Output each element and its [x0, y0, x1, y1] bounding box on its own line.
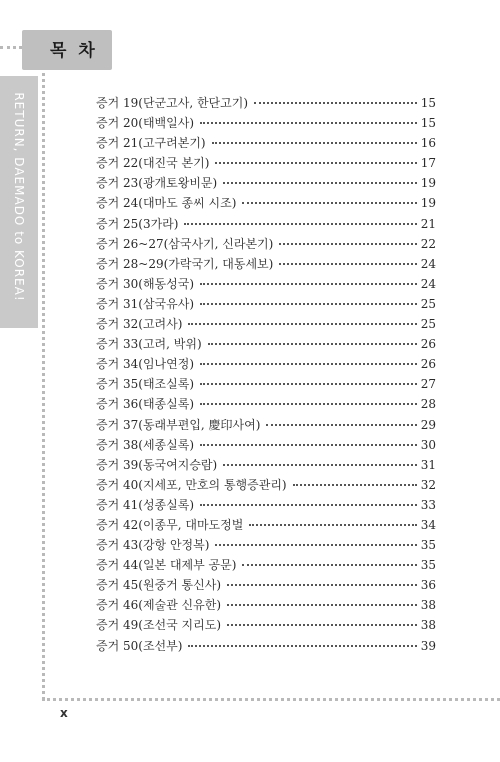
toc-entry-page: 38 [420, 618, 436, 633]
toc-entry-page: 26 [420, 357, 436, 372]
toc-entry [96, 536, 436, 556]
toc-entry [96, 355, 436, 375]
toc-entry-title: 증거 39(동국여지승람) [96, 457, 218, 472]
toc-entry-title: 증거 30(해동성국) [96, 276, 194, 291]
toc-entry [96, 295, 436, 315]
toc-entry-title: 증거 36(태종실록) [96, 397, 194, 412]
toc-dot-leader [200, 363, 417, 365]
toc-entry-page: 26 [420, 337, 436, 352]
toc-entry-page: 35 [420, 558, 436, 573]
toc-entry [96, 194, 436, 214]
toc-entry-title: 증거 45(원중거 통신사) [96, 578, 221, 593]
toc-dot-leader [223, 182, 417, 184]
toc-entry [96, 275, 436, 295]
toc-entry-title: 증거 40(지세포, 만호의 통행증관리) [96, 477, 287, 492]
toc-entry [96, 255, 436, 275]
toc-entry-title: 증거 19(단군고사, 한단고기) [96, 96, 248, 110]
toc-entry-page: 22 [420, 236, 436, 251]
toc-entry-title: 증거 32(고려사) [96, 317, 183, 332]
toc-entry-title: 증거 20(태백일사) [96, 116, 194, 131]
toc-entry-page: 24 [420, 256, 436, 271]
toc-entry-title: 증거 28~29(가락국기, 대동세보) [96, 256, 274, 271]
toc-dot-leader [188, 323, 416, 325]
toc-entry [96, 134, 436, 154]
toc-entry-page: 25 [420, 317, 436, 332]
toc-entry-title: 증거 49(조선국 지리도) [96, 618, 221, 633]
toc-entry-page: 16 [420, 136, 436, 151]
toc-entry-page: 17 [420, 156, 436, 171]
toc-dot-leader [200, 403, 417, 405]
toc-entry-title: 증거 38(세종실록) [96, 437, 194, 452]
toc-entry-page: 38 [420, 598, 436, 613]
toc-entry [96, 235, 436, 255]
toc-dot-leader [200, 122, 417, 124]
toc-dot-leader [254, 102, 417, 104]
toc-entry [96, 616, 436, 636]
toc-entry-page: 33 [420, 497, 436, 512]
toc-entry-page: 27 [420, 377, 436, 392]
toc-entry-page: 30 [420, 437, 436, 452]
toc-entry-title: 증거 46(제술관 신유한) [96, 598, 221, 613]
toc-dot-leader [227, 624, 417, 626]
bottom-dotted-line [42, 698, 500, 701]
left-dotted-line [42, 60, 45, 700]
toc-dot-leader [249, 524, 416, 526]
toc-entry-page: 19 [420, 176, 436, 191]
toc-entry-page: 31 [420, 457, 436, 472]
toc-entry [96, 416, 436, 436]
toc-entry-title: 증거 24(대마도 종씨 시조) [96, 196, 237, 211]
toc-entry-page: 34 [420, 517, 436, 532]
toc-entry-page: 29 [420, 417, 436, 432]
toc-dot-leader [200, 283, 417, 285]
page-title: 목 차 [50, 41, 98, 61]
toc-entry-title: 증거 42(이종무, 대마도정벌 [96, 517, 244, 532]
toc-entry-page: 19 [420, 196, 436, 211]
toc-entry-title: 증거 34(임나연정) [96, 357, 194, 372]
toc-entry [96, 596, 436, 616]
toc-entry-title: 증거 22(대진국 본기) [96, 156, 210, 171]
toc-entry [96, 556, 436, 576]
toc-entry [96, 496, 436, 516]
toc-dot-leader [212, 142, 417, 144]
toc-entry-page: 35 [420, 538, 436, 553]
toc-entry-page: 25 [420, 296, 436, 311]
toc-dot-leader [208, 343, 417, 345]
page-number: x [60, 706, 68, 720]
toc-dot-leader [279, 263, 416, 265]
toc-entry [96, 315, 436, 335]
toc-entry-title: 증거 33(고려, 박위) [96, 337, 202, 352]
toc-entry [96, 476, 436, 496]
toc-dot-leader [279, 243, 416, 245]
toc-dot-leader [242, 202, 416, 204]
toc-entry-title: 증거 44(일본 대제부 공문) [96, 558, 237, 573]
toc-dot-leader [227, 604, 417, 606]
toc-entry [96, 436, 436, 456]
toc-entry-page: 36 [420, 578, 436, 593]
toc-entry-title: 증거 25(3가라) [96, 216, 179, 231]
toc-entry [96, 375, 436, 395]
toc-dot-leader [215, 544, 416, 546]
toc-entry [96, 215, 436, 235]
toc-entry [96, 114, 436, 134]
toc-entry-title: 증거 43(강항 안정복) [96, 538, 210, 553]
side-banner-text: RETURN, DAEMADO to KOREA! [12, 92, 26, 302]
toc-entry-page: 15 [420, 116, 436, 131]
toc-dot-leader [242, 564, 416, 566]
toc-dot-leader [200, 444, 417, 446]
toc-entry [96, 335, 436, 355]
toc-entry-title: 증거 31(삼국유사) [96, 296, 194, 311]
toc-entry [96, 456, 436, 476]
toc-dot-leader [200, 504, 417, 506]
toc-entry-page: 21 [420, 216, 436, 231]
toc-entry-page: 28 [420, 397, 436, 412]
toc-dot-leader [266, 424, 416, 426]
toc-entry [96, 174, 436, 194]
toc-dot-leader [215, 162, 416, 164]
toc-entry-page: 32 [420, 477, 436, 492]
toc-entry-title: 증거 41(성종실록) [96, 497, 194, 512]
toc-entry [96, 395, 436, 415]
toc-dot-leader [188, 645, 416, 647]
toc-entry-title: 증거 26~27(삼국사기, 신라본기) [96, 236, 274, 251]
toc-entry-title: 증거 50(조선부) [96, 638, 183, 653]
toc-entry-title: 증거 35(태조실록) [96, 377, 194, 392]
toc-entry-page: 39 [420, 638, 436, 653]
top-dotted-line [0, 46, 22, 49]
toc-entry-page: 24 [420, 276, 436, 291]
toc-dot-leader [184, 223, 416, 225]
toc-entry [96, 94, 436, 114]
toc-entry [96, 516, 436, 536]
table-of-contents [96, 94, 436, 657]
toc-entry-title: 증거 23(광개토왕비문) [96, 176, 218, 191]
toc-entry [96, 637, 436, 657]
toc-dot-leader [223, 464, 417, 466]
toc-entry [96, 154, 436, 174]
toc-entry [96, 576, 436, 596]
toc-dot-leader [200, 383, 417, 385]
toc-dot-leader [293, 484, 417, 486]
toc-entry-page: 15 [420, 96, 436, 110]
toc-dot-leader [200, 303, 417, 305]
toc-dot-leader [227, 584, 417, 586]
toc-entry-title: 증거 21(고구려본기) [96, 136, 206, 151]
toc-entry-title: 증거 37(동래부편입, 慶印사여) [96, 417, 261, 432]
